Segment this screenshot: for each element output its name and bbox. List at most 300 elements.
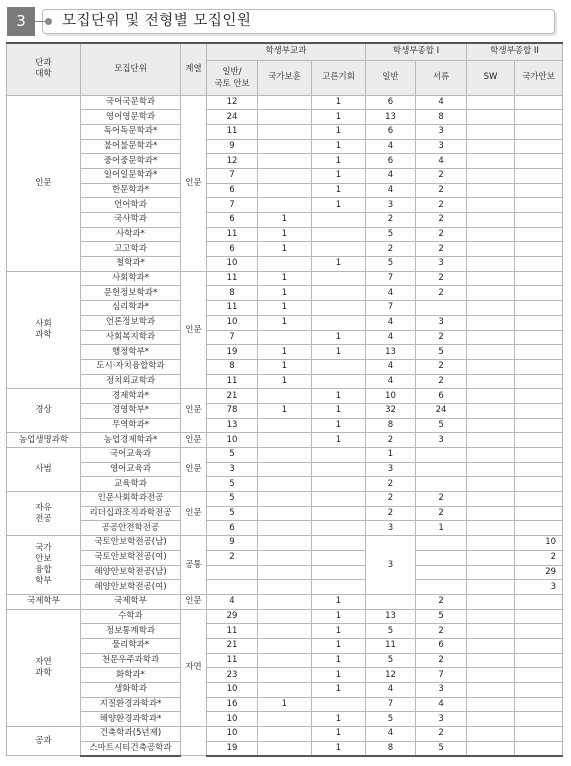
- sw-count: [467, 403, 515, 418]
- unit-cell: 사회복지학과: [81, 330, 181, 345]
- veterans-count: [258, 536, 312, 551]
- sw-count: [467, 477, 515, 492]
- table-row: [7, 257, 563, 272]
- comprehensive-general-count: 2: [366, 213, 416, 228]
- table-row: [7, 506, 563, 521]
- comprehensive-general-count: 12: [366, 668, 416, 683]
- general-count: 6: [207, 521, 258, 536]
- unit-cell: 정치외교학과: [81, 374, 181, 389]
- veterans-count: [258, 683, 312, 698]
- table-row: [7, 580, 563, 595]
- comprehensive-general-count: 6: [366, 95, 416, 110]
- table-row: [7, 330, 563, 345]
- unit-cell: 영어영문학과: [81, 110, 181, 125]
- comprehensive-general-count: 10: [366, 389, 416, 404]
- equal-opportunity-count: 1: [312, 638, 366, 653]
- sw-count: [467, 359, 515, 374]
- header-general-national-security: 일반/ 국토 안보: [207, 60, 258, 95]
- table-row: [7, 741, 563, 756]
- unit-cell: 국토안보학전공(여): [81, 550, 181, 565]
- sw-count: [467, 462, 515, 477]
- unit-cell: 독어독문학과*: [81, 124, 181, 139]
- national-security-count: [515, 624, 563, 639]
- national-security-count: [515, 95, 563, 110]
- comprehensive-general-count: 5: [366, 227, 416, 242]
- unit-cell: 언론정보학과: [81, 315, 181, 330]
- national-security-count: 29: [515, 565, 563, 580]
- comprehensive-documents-count: 2: [416, 624, 467, 639]
- veterans-count: 1: [258, 345, 312, 360]
- equal-opportunity-count: 1: [312, 345, 366, 360]
- comprehensive-documents-count: [416, 536, 467, 551]
- general-count: 7: [207, 168, 258, 183]
- table-row: [7, 653, 563, 668]
- national-security-count: [515, 154, 563, 169]
- general-count: 10: [207, 257, 258, 272]
- veterans-count: [258, 433, 312, 448]
- national-security-count: [515, 359, 563, 374]
- veterans-count: [258, 609, 312, 624]
- sw-count: [467, 594, 515, 609]
- unit-cell: 불어불문학과*: [81, 139, 181, 154]
- national-security-count: [515, 242, 563, 257]
- veterans-count: [258, 741, 312, 756]
- table-row: [7, 154, 563, 169]
- veterans-count: [258, 330, 312, 345]
- veterans-count: [258, 448, 312, 463]
- general-count: 11: [207, 624, 258, 639]
- comprehensive-documents-count: 3: [416, 139, 467, 154]
- national-security-count: [515, 477, 563, 492]
- sw-count: [467, 301, 515, 316]
- comprehensive-documents-count: 4: [416, 697, 467, 712]
- national-security-count: [515, 697, 563, 712]
- header-documents: 서류: [416, 60, 467, 95]
- comprehensive-general-count: 4: [366, 359, 416, 374]
- national-security-count: [515, 227, 563, 242]
- national-security-count: [515, 374, 563, 389]
- sw-count: [467, 580, 515, 595]
- comprehensive-general-count: 8: [366, 418, 416, 433]
- table-row: [7, 242, 563, 257]
- equal-opportunity-count: [312, 462, 366, 477]
- header-track: 계열: [181, 43, 207, 95]
- general-count: 11: [207, 301, 258, 316]
- college-cell: 인문: [7, 95, 81, 271]
- general-count: 9: [207, 139, 258, 154]
- unit-cell: 해양안보학전공(여): [81, 580, 181, 595]
- equal-opportunity-count: [312, 550, 366, 565]
- college-cell: 사회 과학: [7, 271, 81, 389]
- unit-cell: 공공안전학전공: [81, 521, 181, 536]
- comprehensive-documents-count: 5: [416, 418, 467, 433]
- unit-cell: 고고학과: [81, 242, 181, 257]
- unit-cell: 영어교육과: [81, 462, 181, 477]
- table-row: [7, 198, 563, 213]
- table-row: [7, 638, 563, 653]
- national-security-count: [515, 506, 563, 521]
- table-row: [7, 168, 563, 183]
- equal-opportunity-count: 1: [312, 168, 366, 183]
- unit-cell: 사회학과*: [81, 271, 181, 286]
- general-count: 5: [207, 477, 258, 492]
- comprehensive-general-count: 11: [366, 638, 416, 653]
- national-security-count: [515, 286, 563, 301]
- comprehensive-general-count: 2: [366, 477, 416, 492]
- track-cell: 인문: [181, 433, 207, 448]
- general-count: 11: [207, 653, 258, 668]
- table-row: [7, 433, 563, 448]
- sw-count: [467, 286, 515, 301]
- comprehensive-general-count: 4: [366, 330, 416, 345]
- sw-count: [467, 242, 515, 257]
- comprehensive-documents-count: 7: [416, 668, 467, 683]
- sw-count: [467, 624, 515, 639]
- general-count: 21: [207, 638, 258, 653]
- header-equal-opportunity: 고른기회: [312, 60, 366, 95]
- equal-opportunity-count: 1: [312, 653, 366, 668]
- comprehensive-documents-count: 2: [416, 492, 467, 507]
- general-count: [207, 565, 258, 580]
- veterans-count: [258, 477, 312, 492]
- veterans-count: 1: [258, 271, 312, 286]
- equal-opportunity-count: 1: [312, 609, 366, 624]
- header-national-security: 국가안보: [515, 60, 563, 95]
- unit-cell: 경제학과*: [81, 389, 181, 404]
- track-cell: 인문: [181, 95, 207, 271]
- comprehensive-general-count: 13: [366, 609, 416, 624]
- comprehensive-general-count: 4: [366, 315, 416, 330]
- comprehensive-documents-count: 2: [416, 242, 467, 257]
- comprehensive-documents-count: 3: [416, 124, 467, 139]
- unit-cell: 언어학과: [81, 198, 181, 213]
- general-count: 11: [207, 124, 258, 139]
- unit-cell: 행정학부*: [81, 345, 181, 360]
- national-security-count: 3: [515, 580, 563, 595]
- sw-count: [467, 697, 515, 712]
- national-security-count: [515, 594, 563, 609]
- comprehensive-general-count: 3: [366, 462, 416, 477]
- table-row: [7, 418, 563, 433]
- track-cell: [181, 727, 207, 756]
- equal-opportunity-count: 1: [312, 683, 366, 698]
- comprehensive-documents-count: 5: [416, 345, 467, 360]
- comprehensive-general-count: 3: [366, 521, 416, 536]
- veterans-count: [258, 124, 312, 139]
- table-row: [7, 609, 563, 624]
- equal-opportunity-count: [312, 374, 366, 389]
- college-cell: 국제학부: [7, 594, 81, 609]
- header-veterans: 국가보훈: [258, 60, 312, 95]
- national-security-count: [515, 345, 563, 360]
- sw-count: [467, 506, 515, 521]
- track-cell: 자연: [181, 609, 207, 727]
- general-count: 19: [207, 345, 258, 360]
- table-row: [7, 95, 563, 110]
- equal-opportunity-count: [312, 477, 366, 492]
- comprehensive-general-count: 7: [366, 271, 416, 286]
- equal-opportunity-count: 1: [312, 403, 366, 418]
- comprehensive-documents-count: 24: [416, 403, 467, 418]
- comprehensive-general-count: 2: [366, 506, 416, 521]
- national-security-count: [515, 492, 563, 507]
- comprehensive-documents-count: 2: [416, 271, 467, 286]
- veterans-count: [258, 668, 312, 683]
- track-cell: 인문: [181, 389, 207, 433]
- unit-cell: 심리학과*: [81, 301, 181, 316]
- unit-cell: 리더십과조직과학전공: [81, 506, 181, 521]
- unit-cell: 정보통계학과: [81, 624, 181, 639]
- sw-count: [467, 168, 515, 183]
- table-row: [7, 301, 563, 316]
- general-count: 10: [207, 683, 258, 698]
- comprehensive-documents-count: 2: [416, 330, 467, 345]
- table-row: [7, 374, 563, 389]
- header-group-school-record-subject: 학생부교과: [207, 43, 366, 60]
- track-cell: 인문: [181, 492, 207, 536]
- veterans-count: [258, 257, 312, 272]
- national-security-count: [515, 462, 563, 477]
- national-security-count: [515, 403, 563, 418]
- veterans-count: 1: [258, 359, 312, 374]
- comprehensive-documents-count: 5: [416, 609, 467, 624]
- sw-count: [467, 257, 515, 272]
- veterans-count: 1: [258, 286, 312, 301]
- unit-cell: 국토안보학전공(남): [81, 536, 181, 551]
- veterans-count: [258, 110, 312, 125]
- college-cell: 경상: [7, 389, 81, 433]
- comprehensive-general-count: 5: [366, 712, 416, 727]
- general-count: 78: [207, 403, 258, 418]
- unit-cell: 문헌정보학과*: [81, 286, 181, 301]
- unit-cell: 한문학과*: [81, 183, 181, 198]
- table-row: [7, 477, 563, 492]
- equal-opportunity-count: [312, 301, 366, 316]
- general-count: 9: [207, 536, 258, 551]
- unit-cell: 해양환경과학과*: [81, 712, 181, 727]
- comprehensive-documents-count: [416, 550, 467, 565]
- comprehensive-documents-count: 2: [416, 198, 467, 213]
- general-count: 23: [207, 668, 258, 683]
- table-row: [7, 462, 563, 477]
- national-security-count: [515, 213, 563, 228]
- national-security-count: [515, 653, 563, 668]
- national-security-count: [515, 448, 563, 463]
- veterans-count: [258, 168, 312, 183]
- track-cell: 인문: [181, 271, 207, 389]
- general-count: 7: [207, 330, 258, 345]
- national-security-count: [515, 741, 563, 756]
- comprehensive-general-count: 4: [366, 374, 416, 389]
- general-count: 21: [207, 389, 258, 404]
- sw-count: [467, 448, 515, 463]
- track-cell: 공통: [181, 536, 207, 595]
- comprehensive-documents-count: 5: [416, 741, 467, 756]
- comprehensive-general-count: 32: [366, 403, 416, 418]
- unit-cell: 국사학과: [81, 213, 181, 228]
- comprehensive-documents-count: 8: [416, 110, 467, 125]
- equal-opportunity-count: [312, 271, 366, 286]
- veterans-count: 1: [258, 301, 312, 316]
- sw-count: [467, 227, 515, 242]
- veterans-count: [258, 506, 312, 521]
- comprehensive-documents-count: 2: [416, 506, 467, 521]
- comprehensive-general-count: 4: [366, 683, 416, 698]
- header-unit: 모집단위: [81, 43, 181, 95]
- sw-count: [467, 683, 515, 698]
- sw-count: [467, 492, 515, 507]
- comprehensive-general-count: 5: [366, 257, 416, 272]
- equal-opportunity-count: 1: [312, 594, 366, 609]
- comprehensive-documents-count: [416, 448, 467, 463]
- national-security-count: [515, 727, 563, 742]
- national-security-count: [515, 668, 563, 683]
- general-count: 12: [207, 154, 258, 169]
- comprehensive-general-count: 6: [366, 124, 416, 139]
- unit-cell: 경영학부*: [81, 403, 181, 418]
- college-cell: 공과: [7, 727, 81, 756]
- sw-count: [467, 110, 515, 125]
- sw-count: [467, 330, 515, 345]
- admission-quota-table: [6, 42, 563, 757]
- sw-count: [467, 550, 515, 565]
- equal-opportunity-count: [312, 315, 366, 330]
- general-count: 10: [207, 433, 258, 448]
- veterans-count: [258, 521, 312, 536]
- comprehensive-documents-count: [416, 565, 467, 580]
- comprehensive-documents-count: 3: [416, 315, 467, 330]
- equal-opportunity-count: 1: [312, 95, 366, 110]
- unit-cell: 해양안보학전공(남): [81, 565, 181, 580]
- comprehensive-documents-count: [416, 301, 467, 316]
- sw-count: [467, 433, 515, 448]
- unit-cell: 물리학과*: [81, 638, 181, 653]
- comprehensive-general-count: 7: [366, 301, 416, 316]
- unit-cell: 일어일문학과*: [81, 168, 181, 183]
- table-row: [7, 683, 563, 698]
- table-row: [7, 213, 563, 228]
- national-security-count: [515, 433, 563, 448]
- general-count: 5: [207, 492, 258, 507]
- comprehensive-general-count: 2: [366, 433, 416, 448]
- equal-opportunity-count: 1: [312, 257, 366, 272]
- sw-count: [467, 198, 515, 213]
- general-count: 6: [207, 242, 258, 257]
- header-sw: SW: [467, 60, 515, 95]
- general-count: 6: [207, 183, 258, 198]
- table-row: [7, 448, 563, 463]
- national-security-count: [515, 257, 563, 272]
- comprehensive-documents-count: [416, 462, 467, 477]
- veterans-count: 1: [258, 315, 312, 330]
- comprehensive-documents-count: 3: [416, 683, 467, 698]
- comprehensive-general-count: 13: [366, 110, 416, 125]
- general-count: 10: [207, 315, 258, 330]
- comprehensive-documents-count: 3: [416, 433, 467, 448]
- sw-count: [467, 727, 515, 742]
- comprehensive-documents-count: 3: [416, 257, 467, 272]
- unit-cell: 도시·자치융합학과: [81, 359, 181, 374]
- unit-cell: 화학과*: [81, 668, 181, 683]
- table-row: [7, 227, 563, 242]
- general-count: 10: [207, 712, 258, 727]
- equal-opportunity-count: 1: [312, 198, 366, 213]
- sw-count: [467, 124, 515, 139]
- equal-opportunity-count: 1: [312, 712, 366, 727]
- table-row: [7, 110, 563, 125]
- general-count: 2: [207, 550, 258, 565]
- equal-opportunity-count: [312, 448, 366, 463]
- header-group-comprehensive-1: 학생부종합 I: [366, 43, 467, 60]
- sw-count: [467, 95, 515, 110]
- table-row: [7, 286, 563, 301]
- veterans-count: [258, 727, 312, 742]
- comprehensive-general-count: 13: [366, 345, 416, 360]
- table-row: [7, 345, 563, 360]
- table-row: [7, 124, 563, 139]
- national-security-count: [515, 521, 563, 536]
- equal-opportunity-count: 1: [312, 668, 366, 683]
- national-security-count: [515, 330, 563, 345]
- veterans-count: [258, 418, 312, 433]
- section-header: [7, 7, 557, 36]
- comprehensive-general-count: 3: [366, 198, 416, 213]
- national-security-count: 2: [515, 550, 563, 565]
- unit-cell: 인문사회학과전공: [81, 492, 181, 507]
- equal-opportunity-count: [312, 359, 366, 374]
- table-row: [7, 624, 563, 639]
- table-row: [7, 712, 563, 727]
- sw-count: [467, 712, 515, 727]
- equal-opportunity-count: 1: [312, 433, 366, 448]
- table-header: [7, 43, 563, 95]
- veterans-count: [258, 154, 312, 169]
- equal-opportunity-count: 1: [312, 418, 366, 433]
- equal-opportunity-count: 1: [312, 389, 366, 404]
- comprehensive-documents-count: 2: [416, 213, 467, 228]
- unit-cell: 천문우주과학과: [81, 653, 181, 668]
- national-security-count: [515, 712, 563, 727]
- veterans-count: 1: [258, 213, 312, 228]
- general-count: 19: [207, 741, 258, 756]
- comprehensive-general-count: 7: [366, 697, 416, 712]
- veterans-count: [258, 638, 312, 653]
- sw-count: [467, 609, 515, 624]
- sw-count: [467, 521, 515, 536]
- veterans-count: [258, 95, 312, 110]
- college-cell: 자연 과학: [7, 609, 81, 727]
- veterans-count: [258, 389, 312, 404]
- general-count: 11: [207, 374, 258, 389]
- veterans-count: 1: [258, 242, 312, 257]
- veterans-count: [258, 565, 312, 580]
- comprehensive-general-count: [366, 594, 416, 609]
- unit-cell: 중어중문학과*: [81, 154, 181, 169]
- sw-count: [467, 374, 515, 389]
- general-count: 12: [207, 95, 258, 110]
- veterans-count: [258, 594, 312, 609]
- national-security-count: [515, 198, 563, 213]
- unit-cell: 교육학과: [81, 477, 181, 492]
- sw-count: [467, 668, 515, 683]
- college-cell: 사범: [7, 448, 81, 492]
- comprehensive-general-count: 5: [366, 653, 416, 668]
- college-cell: 농업생명과학: [7, 433, 81, 448]
- equal-opportunity-count: [312, 242, 366, 257]
- sw-count: [467, 565, 515, 580]
- table-row: [7, 565, 563, 580]
- college-cell: 국가 안보 융합 학부: [7, 536, 81, 595]
